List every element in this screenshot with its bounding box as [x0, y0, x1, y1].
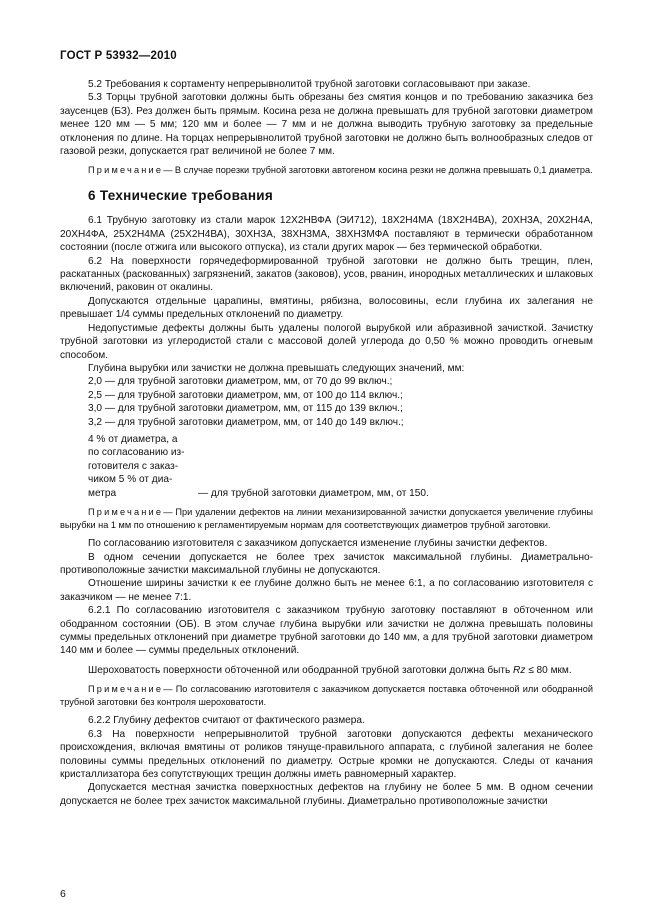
paragraph-local-cleaning: Допускается местная зачистка поверхностных дефектов на глубину не более 5 мм. В одном сечении допускается не более трех зачисток максимальной глубины. Диаметрально противоположные зачистки: [60, 782, 593, 807]
paragraph-5-2: 5.2 Требования к сортаменту непрерывнолитой трубной заготовки согласовывают при заказе.: [88, 79, 531, 90]
list-item: 2,5 — для трубной заготовки диаметром, мм, от 100 до 114 включ.;: [88, 389, 403, 401]
depth-list-last-item: [88, 433, 593, 500]
roughness-value: ≤ 80 мкм.: [525, 664, 572, 676]
note-label: Примечание: [88, 165, 164, 176]
roughness-symbol: Rz: [513, 664, 526, 676]
note-label: Примечание: [88, 684, 164, 695]
list-item: 3,2 — для трубной заготовки диаметром, мм, от 140 до 149 включ.;: [88, 416, 404, 428]
paragraph-agreement: По согласованию изготовителя с заказчиком допускается изменение глубины зачистки дефектов.: [88, 538, 548, 550]
depth-value-line: 4 % от диаметра, а: [88, 433, 178, 445]
paragraph-6-2-2: 6.2.2 Глубину дефектов считают от фактического размера.: [88, 715, 365, 727]
note-text: — При удалении дефектов на линии механизированной зачистки допускается увеличение глубины вырубки на 1 мм по отношению к регламентируемым нормам для соответствующих диаметров трубной заготовки.: [60, 506, 593, 530]
note-text: — По согласованию изготовителя с заказчиком допускается поставка обточенной или ободранной трубной заготовки без контроля шероховатости.: [60, 684, 593, 707]
page-number: 6: [60, 888, 66, 900]
note-2: [60, 506, 593, 531]
section-6-title: 6 Технические требования: [88, 188, 274, 204]
note-1: [60, 164, 593, 177]
depth-value-block: [88, 433, 198, 500]
depth-list: [60, 375, 593, 429]
standard-header: ГОСТ Р 53932—2010: [60, 50, 177, 62]
paragraph-one-section: В одном сечении допускается не более трех зачисток максимальной глубины. Диаметрально-противоположные зачистки максимальной глубины не допускаются.: [60, 551, 593, 576]
note-3: [60, 683, 593, 708]
page-content: [60, 78, 593, 808]
depth-value-line: готовителя с заказ-: [88, 460, 179, 472]
paragraph-5-3: 5.3 Торцы трубной заготовки должны быть обрезаны без смятия концов и по требованию заказчика без заусенцев (БЗ). Рез должен быть прямым. Косина реза не должна превышать для трубной заготовки диаметром менее 120 мм — 5 мм; 120 мм и более — 7 мм и не должна выводить трубную заготовку за предельные отклонения по длине. На торцах непрерывнолитой трубной заготовки не должно быть волнообразных следов от газовой резки, допускается грат величиной не более 7 мм.: [60, 92, 593, 158]
paragraph-roughness: [60, 664, 593, 677]
paragraph-6-2-1: 6.2.1 По согласованию изготовителя с заказчиком трубную заготовку поставляют в обточенном или ободранном состоянии (ОБ). В этом случае глубина вырубки или зачистки не должна превышать половины суммы предельных отклонений при диаметре трубной заготовки до 140 мм, а для трубной заготовки диаметром 140 мм и более — суммы предельных отклонений.: [60, 605, 593, 657]
paragraph-width-ratio: Отношение ширины зачистки к ее глубине должно быть не менее 6:1, а по согласованию изготовителя с заказчиком — не менее 7:1.: [60, 578, 593, 603]
depth-value-line: по согласованию из-: [88, 447, 185, 459]
depth-range-text: — для трубной заготовки диаметром, мм, от 150.: [198, 487, 429, 499]
depth-value-line: метра: [88, 487, 117, 499]
depth-value-line: чиком 5 % от диа-: [88, 474, 173, 486]
paragraph-6-2-defects-allowed: Допускаются отдельные царапины, вмятины, рябизна, волосовины, если глубина их залегания не превышает 1/4 суммы предельных отклонений по диаметру.: [60, 295, 593, 321]
paragraph-6-2-removal: Недопустимые дефекты должны быть удалены пологой вырубкой или абразивной зачисткой. Зачистку трубной заготовки из углеродистой стали с массовой долей углерода до 0,50 % можно проводить огневым способом.: [60, 322, 593, 361]
paragraph-6-1: 6.1 Трубную заготовку из стали марок 12Х2НВФА (ЭИ712), 18Х2Н4МА (18Х2Н4ВА), 20ХН3А, 20Х2Н4А, 20ХН4ФА, 25Х2Н4МА (25Х2Н4ВА), 30ХН3А, 38ХН3МА, 38ХН3МФА поставляют в термически обработанном состоянии (после отжига или высокого отпуска), из стали других марок — без термической обработки.: [60, 215, 593, 254]
list-item: 2,0 — для трубной заготовки диаметром, мм, от 70 до 99 включ.;: [88, 376, 393, 388]
paragraph-6-2: 6.2 На поверхности горячедеформированной трубной заготовки не должно быть трещин, плен, раскатанных (раскованных) загрязнений, закатов (заковов), усов, рванин, инородных металлических и шлаковых включений, раковин от окалины.: [60, 255, 593, 294]
note-text: — В случае порезки трубной заготовки автогеном косина резки не должна превышать 0,1 диаметра.: [163, 165, 593, 176]
paragraph-6-2-depth-intro: Глубина вырубки или зачистки не должна превышать следующих значений, мм:: [88, 362, 465, 374]
list-item: 3,0 — для трубной заготовки диаметром, мм, от 115 до 139 включ.;: [88, 403, 403, 415]
roughness-text: Шероховатость поверхности обточенной или ободранной трубной заготовки должна быть: [88, 664, 514, 676]
paragraph-6-3: 6.3 На поверхности непрерывнолитой трубной заготовки допускаются дефекты механического происхождения, включая вмятины от роликов тянуще-правильного аппарата, с глубиной залегания не более половины суммы предельных отклонений по диаметру. Острые кромки не допускаются. Следы от качания кристаллизатора без сопутствующих трещин должны иметь равномерный характер.: [60, 728, 593, 781]
note-label: Примечание: [88, 506, 164, 517]
